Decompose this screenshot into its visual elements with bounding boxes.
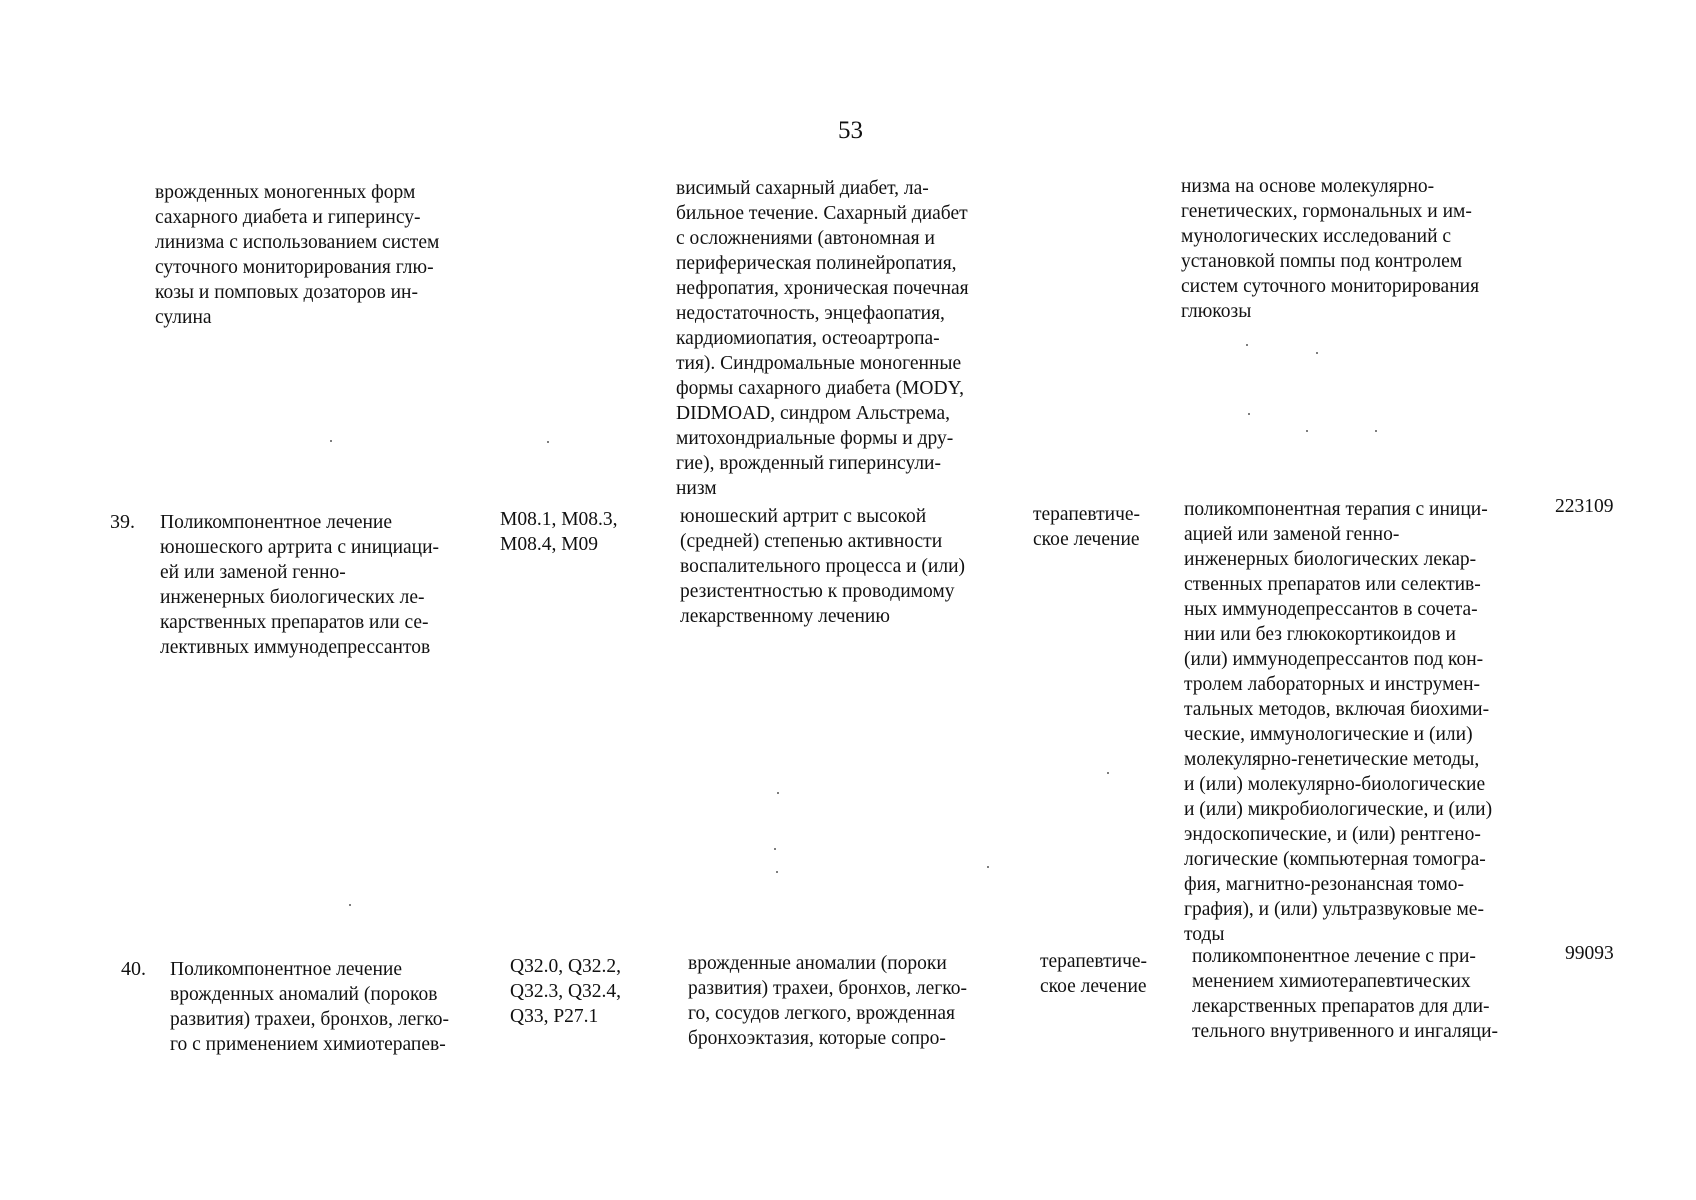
scan-speck — [776, 871, 778, 873]
row-type-cell: терапевтиче- ское лечение — [1040, 951, 1148, 997]
row-model-cell: юношеский артрит с высокой (средней) степенью активности воспалительного процесса и (или) резистентностью к проводимому лекарственному лечению — [680, 506, 966, 627]
scan-speck — [1246, 344, 1248, 346]
scan-speck — [1306, 430, 1308, 432]
scan-speck — [1375, 430, 1377, 432]
continuation-name-cell: врожденных моногенных форм сахарного диабета и гиперинсу- линизма с использованием систем суточного мониторирования глю- козы и помповых дозаторов ин- сулина — [155, 182, 440, 328]
scan-speck — [987, 866, 989, 868]
row-cost-cell: 99093 — [1565, 943, 1614, 964]
row-name-cell: Поликомпонентное лечение врожденных аномалий (пороков развития) трахеи, бронхов, легко- го с применением химиотерапев- — [170, 959, 449, 1055]
row-number: 39. — [110, 511, 135, 533]
scan-speck — [547, 441, 549, 443]
continuation-model-cell: висимый сахарный диабет, ла- бильное течение. Сахарный диабет с осложнениями (автономная и периферическая полинейропатия, нефропатия, хроническая почечная недостаточность, энцефаопатия, кардиомиопатия, остеоартропа- тия). Синдромальные моногенные формы сахарного диабета (MODY, DIDMOAD, синдром Альстрема, митохондриальные формы и дру- гие), врожденный гиперинсули- низм — [676, 178, 969, 499]
scan-speck — [1248, 413, 1250, 415]
row-codes-cell: M08.1, M08.3, M08.4, M09 — [500, 509, 618, 555]
row-cost-cell: 223109 — [1555, 496, 1614, 517]
scan-speck — [777, 792, 779, 794]
row-number: 40. — [121, 958, 146, 980]
scan-speck — [1316, 352, 1318, 354]
row-method-cell: поликомпонентная терапия с иници- ацией или заменой генно- инженерных биологических лекар- ственных препаратов или селектив- ных иммунодепрессантов в сочета- нии или без глюкокортикоидов и (или) иммунодепрессантов под кон- тролем лабораторных и инструмен- тальных методов, включая биохими- ческие, иммунологические и (или) молекулярно-генетические методы, и (или) молекулярно-биологические и (или) микробиологические, и (или) эндоскопические, и (или) рентгено- логические (компьютерная томогра- фия, магнитно-резонансная томо- графия), и (или) ультразвуковые ме- тоды — [1184, 499, 1493, 945]
page-number: 53 — [838, 117, 863, 144]
scan-speck — [1107, 772, 1109, 774]
row-name-cell: Поликомпонентное лечение юношеского артрита с инициаци- ей или заменой генно- инженерных биологических ле- карственных препаратов или се- лективных иммунодепрессантов — [160, 512, 440, 658]
row-model-cell: врожденные аномалии (пороки развития) трахеи, бронхов, легко- го, сосудов легкого, врожденная бронхоэктазия, которые сопро- — [688, 953, 967, 1049]
scan-speck — [349, 904, 351, 906]
scan-speck — [774, 848, 776, 850]
row-method-cell: поликомпонентное лечение с при- менением химиотерапевтических лекарственных препаратов для дли- тельного внутривенного и ингаляци- — [1192, 946, 1499, 1042]
row-type-cell: терапевтиче- ское лечение — [1033, 504, 1141, 550]
scan-speck — [330, 440, 332, 442]
continuation-method-cell: низма на основе молекулярно- генетических, гормональных и им- мунологических исследований с установкой помпы под контролем систем суточного мониторирования глюкозы — [1181, 176, 1480, 322]
row-codes-cell: Q32.0, Q32.2, Q32.3, Q32.4, Q33, P27.1 — [510, 956, 622, 1027]
